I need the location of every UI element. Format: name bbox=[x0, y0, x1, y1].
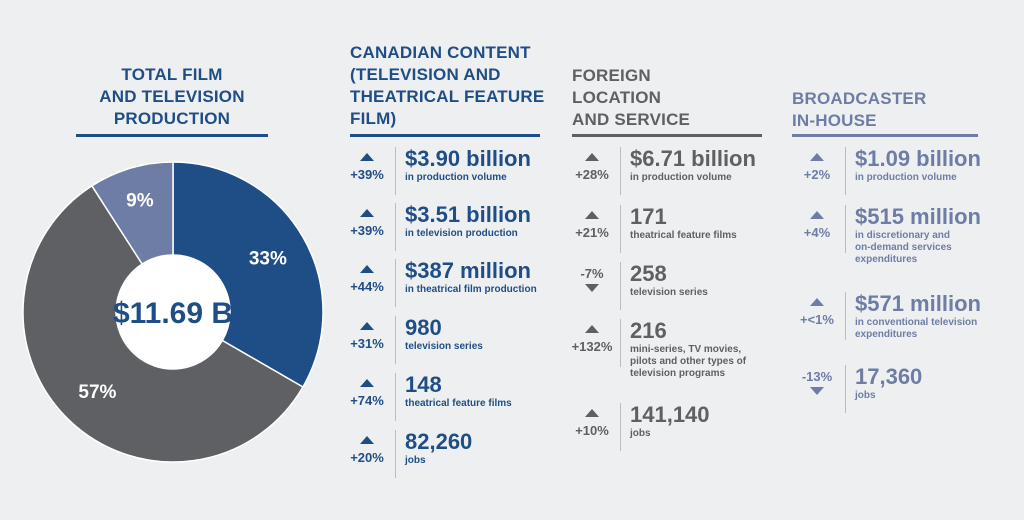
stat-description bbox=[855, 230, 952, 266]
stat-description-line: in conventional television bbox=[855, 317, 978, 328]
arrow-up-icon bbox=[360, 153, 374, 161]
broadcaster-heading-line: IN-HOUSE bbox=[792, 111, 877, 130]
stat-description-line: in production volume bbox=[405, 172, 507, 183]
arrow-up-icon bbox=[585, 409, 599, 417]
canadian-heading-rule bbox=[350, 134, 540, 137]
stat-value: 17,360 bbox=[855, 364, 923, 389]
total-heading-line: PRODUCTION bbox=[113, 109, 231, 128]
stat-description-line: in theatrical film production bbox=[405, 284, 537, 295]
change-indicator bbox=[795, 365, 839, 417]
stat-item bbox=[570, 147, 770, 203]
stat-description-line: television series bbox=[630, 287, 708, 298]
stat-description bbox=[630, 230, 737, 242]
stat-item bbox=[795, 147, 995, 203]
change-percent: +74% bbox=[350, 393, 384, 408]
arrow-up-icon bbox=[360, 265, 374, 273]
arrow-up-icon bbox=[585, 211, 599, 219]
stat-description bbox=[630, 428, 651, 440]
broadcaster-heading bbox=[792, 88, 982, 132]
stat-description-line: theatrical feature films bbox=[630, 230, 737, 241]
stat-item bbox=[345, 147, 545, 203]
change-indicator bbox=[570, 403, 614, 455]
change-percent: +132% bbox=[571, 339, 613, 354]
stat-description bbox=[405, 455, 426, 467]
stat-divider bbox=[620, 205, 621, 253]
stat-description-line: in television production bbox=[405, 228, 518, 239]
stat-value: 258 bbox=[630, 261, 667, 286]
stat-value: 216 bbox=[630, 318, 667, 343]
change-indicator bbox=[570, 147, 614, 199]
stat-description-line: jobs bbox=[855, 390, 876, 401]
stat-description-line: television programs bbox=[630, 368, 726, 379]
stat-description-line: mini-series, TV movies, bbox=[630, 344, 742, 355]
stat-description-line: on-demand services bbox=[855, 242, 952, 253]
canadian-heading-line: THEATRICAL FEATURE bbox=[350, 87, 545, 106]
foreign-heading-rule bbox=[572, 134, 762, 137]
stat-divider bbox=[395, 316, 396, 364]
stat-divider bbox=[395, 147, 396, 195]
stat-divider bbox=[395, 373, 396, 421]
stat-item bbox=[345, 203, 545, 259]
arrow-up-icon bbox=[810, 153, 824, 161]
stat-divider bbox=[395, 259, 396, 307]
arrow-up-icon bbox=[810, 211, 824, 219]
change-percent: +28% bbox=[575, 167, 609, 182]
stat-divider bbox=[620, 403, 621, 451]
stat-value: 980 bbox=[405, 315, 442, 340]
stat-description bbox=[630, 287, 708, 299]
stat-item bbox=[345, 316, 545, 372]
stat-description bbox=[405, 172, 507, 184]
stat-item bbox=[345, 430, 545, 486]
stat-description bbox=[855, 390, 876, 402]
stat-divider bbox=[620, 319, 621, 367]
arrow-up-icon bbox=[360, 209, 374, 217]
arrow-up-icon bbox=[810, 298, 824, 306]
donut-slice-label: 33% bbox=[248, 248, 287, 270]
stat-description-line: theatrical feature films bbox=[405, 398, 512, 409]
stat-description bbox=[855, 172, 957, 184]
arrow-up-icon bbox=[360, 322, 374, 330]
arrow-up-icon bbox=[360, 436, 374, 444]
change-percent: -7% bbox=[580, 266, 604, 281]
change-percent: +2% bbox=[803, 167, 831, 182]
arrow-down-icon bbox=[585, 284, 599, 292]
arrow-up-icon bbox=[360, 379, 374, 387]
stat-description-line: jobs bbox=[630, 428, 651, 439]
canadian-heading-line: CANADIAN CONTENT bbox=[350, 43, 531, 62]
change-indicator bbox=[570, 262, 614, 314]
stat-value: $3.51 billion bbox=[405, 202, 531, 227]
stat-value: $3.90 billion bbox=[405, 146, 531, 171]
stat-item bbox=[795, 365, 995, 421]
stat-divider bbox=[620, 262, 621, 310]
change-percent: +39% bbox=[350, 223, 384, 238]
donut-chart bbox=[18, 157, 328, 467]
change-percent: +<1% bbox=[800, 312, 834, 327]
donut-slice-label: 57% bbox=[78, 382, 117, 404]
total-heading-line: AND TELEVISION bbox=[99, 87, 245, 106]
stat-description bbox=[405, 341, 483, 353]
stat-divider bbox=[620, 147, 621, 195]
stat-description-line: television series bbox=[405, 341, 483, 352]
stat-description bbox=[630, 172, 732, 184]
stat-value: 141,140 bbox=[630, 402, 710, 427]
stat-description bbox=[405, 284, 537, 296]
stat-divider bbox=[845, 147, 846, 195]
arrow-down-icon bbox=[810, 387, 824, 395]
foreign-heading-line: FOREIGN bbox=[572, 66, 651, 85]
canadian-heading-line: FILM) bbox=[350, 109, 397, 128]
stat-description-line: expenditures bbox=[855, 329, 918, 340]
stat-description-line: expenditures bbox=[855, 254, 918, 265]
arrow-up-icon bbox=[585, 325, 599, 333]
stat-divider bbox=[395, 203, 396, 251]
stat-description-line: in production volume bbox=[855, 172, 957, 183]
change-percent: -13% bbox=[801, 369, 833, 384]
foreign-heading-line: AND SERVICE bbox=[572, 110, 691, 129]
total-heading-rule bbox=[76, 134, 268, 137]
change-indicator bbox=[345, 259, 389, 311]
stat-value: $6.71 billion bbox=[630, 146, 756, 171]
change-indicator bbox=[795, 147, 839, 199]
change-indicator bbox=[345, 147, 389, 199]
change-indicator bbox=[795, 292, 839, 344]
change-percent: +31% bbox=[350, 336, 384, 351]
stat-value: 82,260 bbox=[405, 429, 473, 454]
stat-description bbox=[855, 317, 977, 341]
canadian-heading-line: (TELEVISION AND bbox=[350, 65, 501, 84]
stat-value: $387 million bbox=[405, 258, 531, 283]
donut-center-label: $11.69 B bbox=[112, 297, 234, 330]
change-indicator bbox=[570, 319, 614, 371]
stat-value: $1.09 billion bbox=[855, 146, 981, 171]
broadcaster-heading-rule bbox=[792, 134, 978, 137]
stat-value: $515 million bbox=[855, 204, 981, 229]
stat-item bbox=[570, 403, 770, 459]
change-indicator bbox=[345, 203, 389, 255]
canadian-heading bbox=[350, 42, 550, 130]
stat-divider bbox=[845, 205, 846, 253]
change-indicator bbox=[345, 373, 389, 425]
stat-description bbox=[630, 344, 746, 380]
change-indicator bbox=[570, 205, 614, 257]
total-heading-line: TOTAL FILM bbox=[121, 65, 223, 84]
change-percent: +21% bbox=[575, 225, 609, 240]
stat-description bbox=[405, 398, 512, 410]
stat-item bbox=[570, 262, 770, 318]
stat-divider bbox=[845, 365, 846, 413]
stat-item bbox=[795, 292, 995, 348]
foreign-heading-line: LOCATION bbox=[572, 88, 662, 107]
change-percent: +44% bbox=[350, 279, 384, 294]
change-percent: +10% bbox=[575, 423, 609, 438]
stat-item bbox=[570, 205, 770, 261]
total-heading bbox=[76, 64, 268, 130]
change-indicator bbox=[345, 430, 389, 482]
change-indicator bbox=[345, 316, 389, 368]
change-percent: +4% bbox=[803, 225, 831, 240]
stat-item bbox=[570, 318, 770, 379]
stat-description-line: jobs bbox=[405, 455, 426, 466]
stat-item bbox=[345, 373, 545, 429]
stat-value: 171 bbox=[630, 204, 667, 229]
donut-slice-label: 9% bbox=[126, 190, 154, 212]
change-percent: +39% bbox=[350, 167, 384, 182]
arrow-up-icon bbox=[585, 153, 599, 161]
stat-description bbox=[405, 228, 518, 240]
stat-item bbox=[345, 259, 545, 315]
stat-item bbox=[795, 204, 995, 265]
foreign-heading bbox=[572, 65, 762, 131]
broadcaster-heading-line: BROADCASTER bbox=[792, 89, 927, 108]
stat-divider bbox=[845, 292, 846, 340]
change-indicator bbox=[795, 205, 839, 257]
stat-divider bbox=[395, 430, 396, 478]
change-percent: +20% bbox=[350, 450, 384, 465]
stat-value: $571 million bbox=[855, 291, 981, 316]
stat-description-line: in production volume bbox=[630, 172, 732, 183]
stat-value: 148 bbox=[405, 372, 442, 397]
stat-description-line: pilots and other types of bbox=[630, 356, 747, 367]
stat-description-line: in discretionary and bbox=[855, 230, 951, 241]
